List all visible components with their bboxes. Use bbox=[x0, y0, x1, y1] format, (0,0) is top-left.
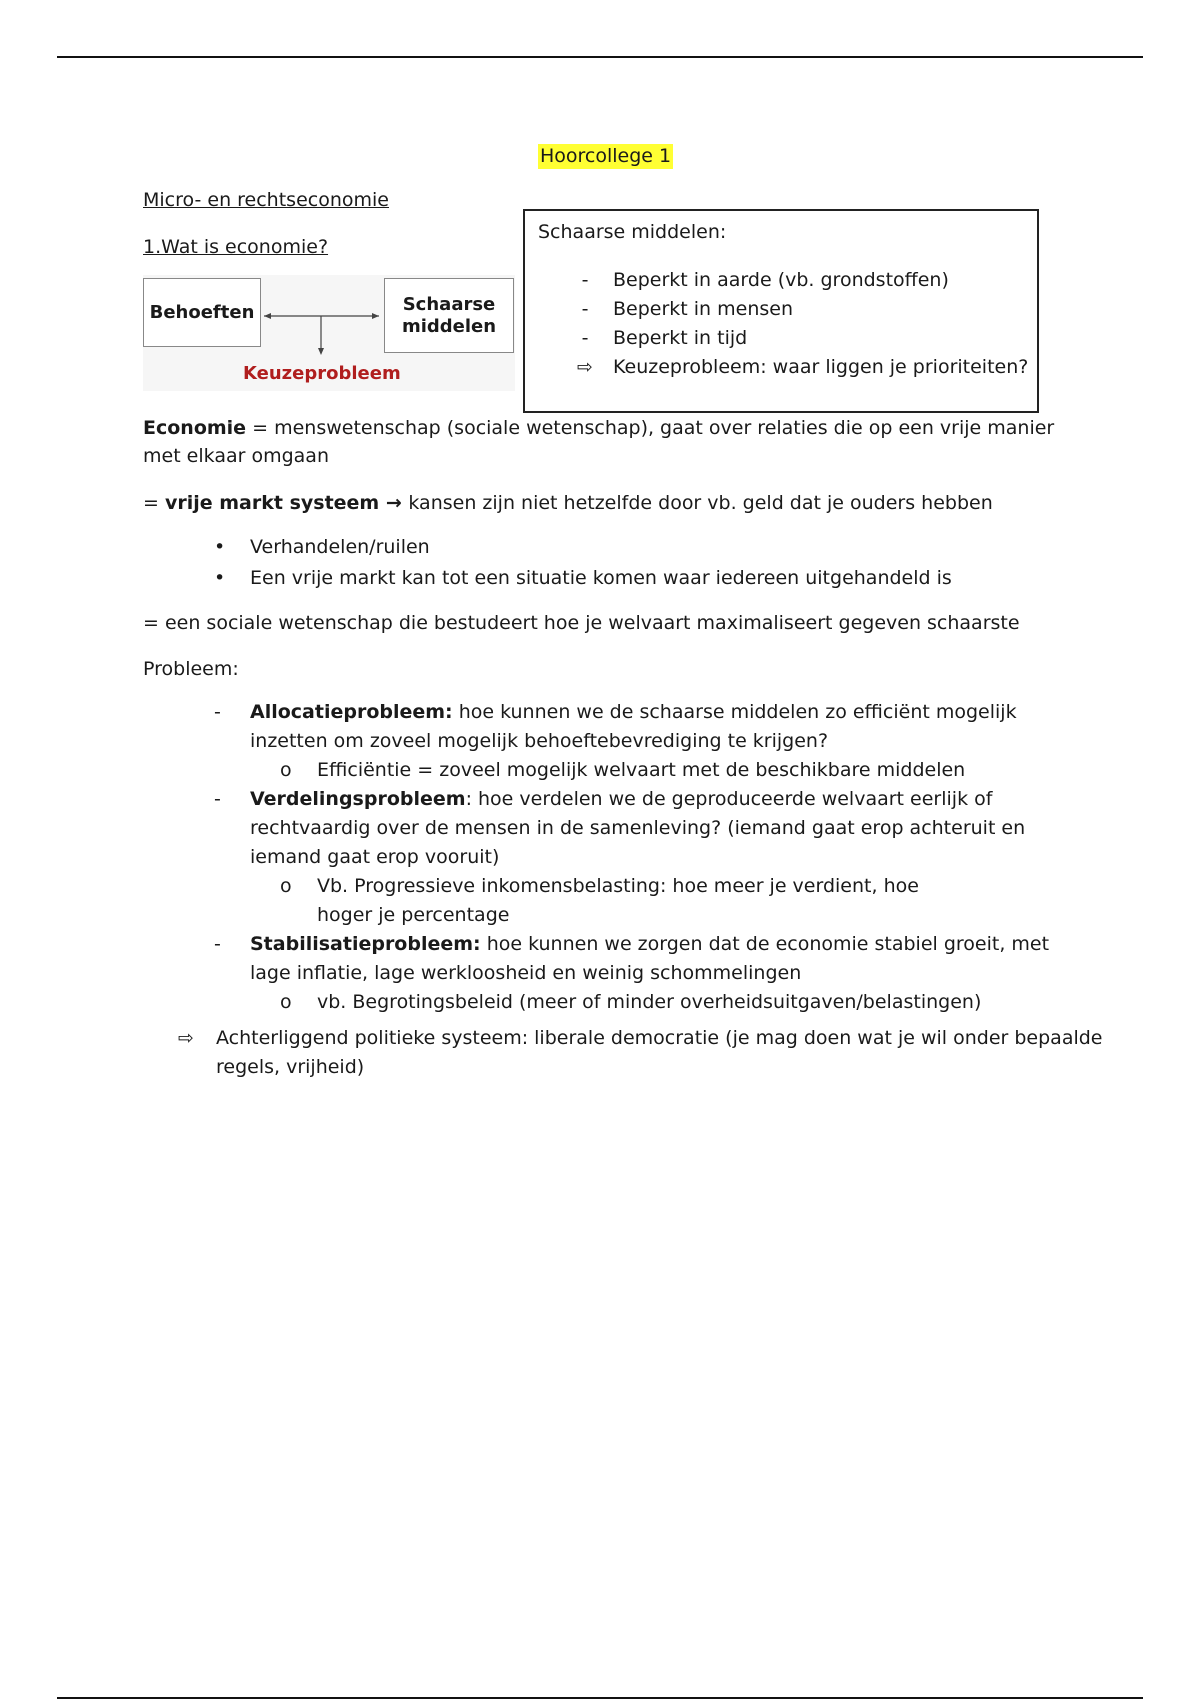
market-bullets bbox=[210, 532, 952, 594]
keuzeprobleem-caption: Keuzeprobleem bbox=[243, 363, 401, 384]
problem-list bbox=[210, 698, 1070, 1017]
arrow-icon: ⇨ bbox=[577, 356, 593, 378]
list-item: - Beperkt in aarde (vb. grondstoffen) bbox=[581, 269, 949, 291]
social-science-paragraph: = een sociale wetenschap die bestudeert hoe je welvaart maximaliseert gegeven schaarste bbox=[143, 612, 1020, 634]
list-item: • Verhandelen/ruilen bbox=[214, 536, 430, 558]
right-arrow-icon: → bbox=[379, 492, 409, 514]
list-item: ⇨ Keuzeprobleem: waar liggen je prioriteiten? bbox=[575, 353, 1028, 382]
list-item: - Allocatieprobleem: hoe kunnen we de schaarse middelen zo efficiënt mogelijk inzetten om zoveel mogelijk behoeftebevrediging te krijgen? bbox=[214, 701, 1017, 752]
arrow-head-right bbox=[372, 313, 379, 319]
problem-label: Probleem: bbox=[143, 658, 239, 680]
section-heading: 1.Wat is economie? bbox=[143, 236, 329, 258]
course-heading: Micro- en rechtseconomie bbox=[143, 189, 389, 211]
definition-paragraph: Economie = menswetenschap (sociale wetenschap), gaat over relaties die op een vrije manier met elkaar omgaan bbox=[143, 417, 1055, 467]
footer-rule bbox=[57, 1697, 1143, 1699]
schaarse-middelen-box bbox=[384, 278, 514, 353]
schaarse-middelen-panel bbox=[523, 209, 1039, 413]
sub-item: o Efficiëntie = zoveel mogelijk welvaart met de beschikbare middelen bbox=[280, 759, 966, 781]
free-market-paragraph: = vrije markt systeem → kansen zijn niet hetzelfde door vb. geld dat je ouders hebben bbox=[143, 492, 993, 514]
panel-title: Schaarse middelen: bbox=[538, 221, 727, 243]
page-title: Hoorcollege 1 bbox=[540, 145, 672, 167]
list-item: • Een vrije markt kan tot een situatie komen waar iedereen uitgehandeld is bbox=[214, 567, 952, 589]
arrow-head-left bbox=[264, 313, 271, 319]
schaarse-middelen-label: Schaarse middelen bbox=[401, 293, 497, 337]
list-item: - Stabilisatieprobleem: hoe kunnen we zorgen dat de economie stabiel groeit, met lage inflatie, lage werkloosheid en weinig schommelingen bbox=[214, 933, 1050, 984]
list-item: - Beperkt in tijd bbox=[581, 327, 748, 349]
keuzeprobleem-diagram bbox=[143, 275, 515, 391]
arrow-icon: ⇨ bbox=[178, 1027, 194, 1049]
list-item: - Beperkt in mensen bbox=[581, 298, 794, 320]
sub-item: o Vb. Progressieve inkomensbelasting: hoe meer je verdient, hoe hoger je percentage bbox=[280, 875, 919, 926]
list-item: - Verdelingsprobleem: hoe verdelen we de geproduceerde welvaart eerlijk of rechtvaardig over de mensen in de samenleving? (iemand gaat erop achteruit en iemand gaat erop vooruit) bbox=[214, 788, 1026, 868]
header-rule bbox=[57, 56, 1143, 58]
scarce-list bbox=[575, 266, 1028, 382]
conclusion-item: ⇨ Achterliggend politieke systeem: liberale democratie (je mag doen wat je wil onder bepaalde regels, vrijheid) bbox=[178, 1024, 1106, 1082]
arrow-head-down bbox=[318, 348, 324, 355]
sub-item: o vb. Begrotingsbeleid (meer of minder overheidsuitgaven/belastingen) bbox=[280, 991, 982, 1013]
behoeften-box: Behoeften bbox=[143, 278, 261, 347]
